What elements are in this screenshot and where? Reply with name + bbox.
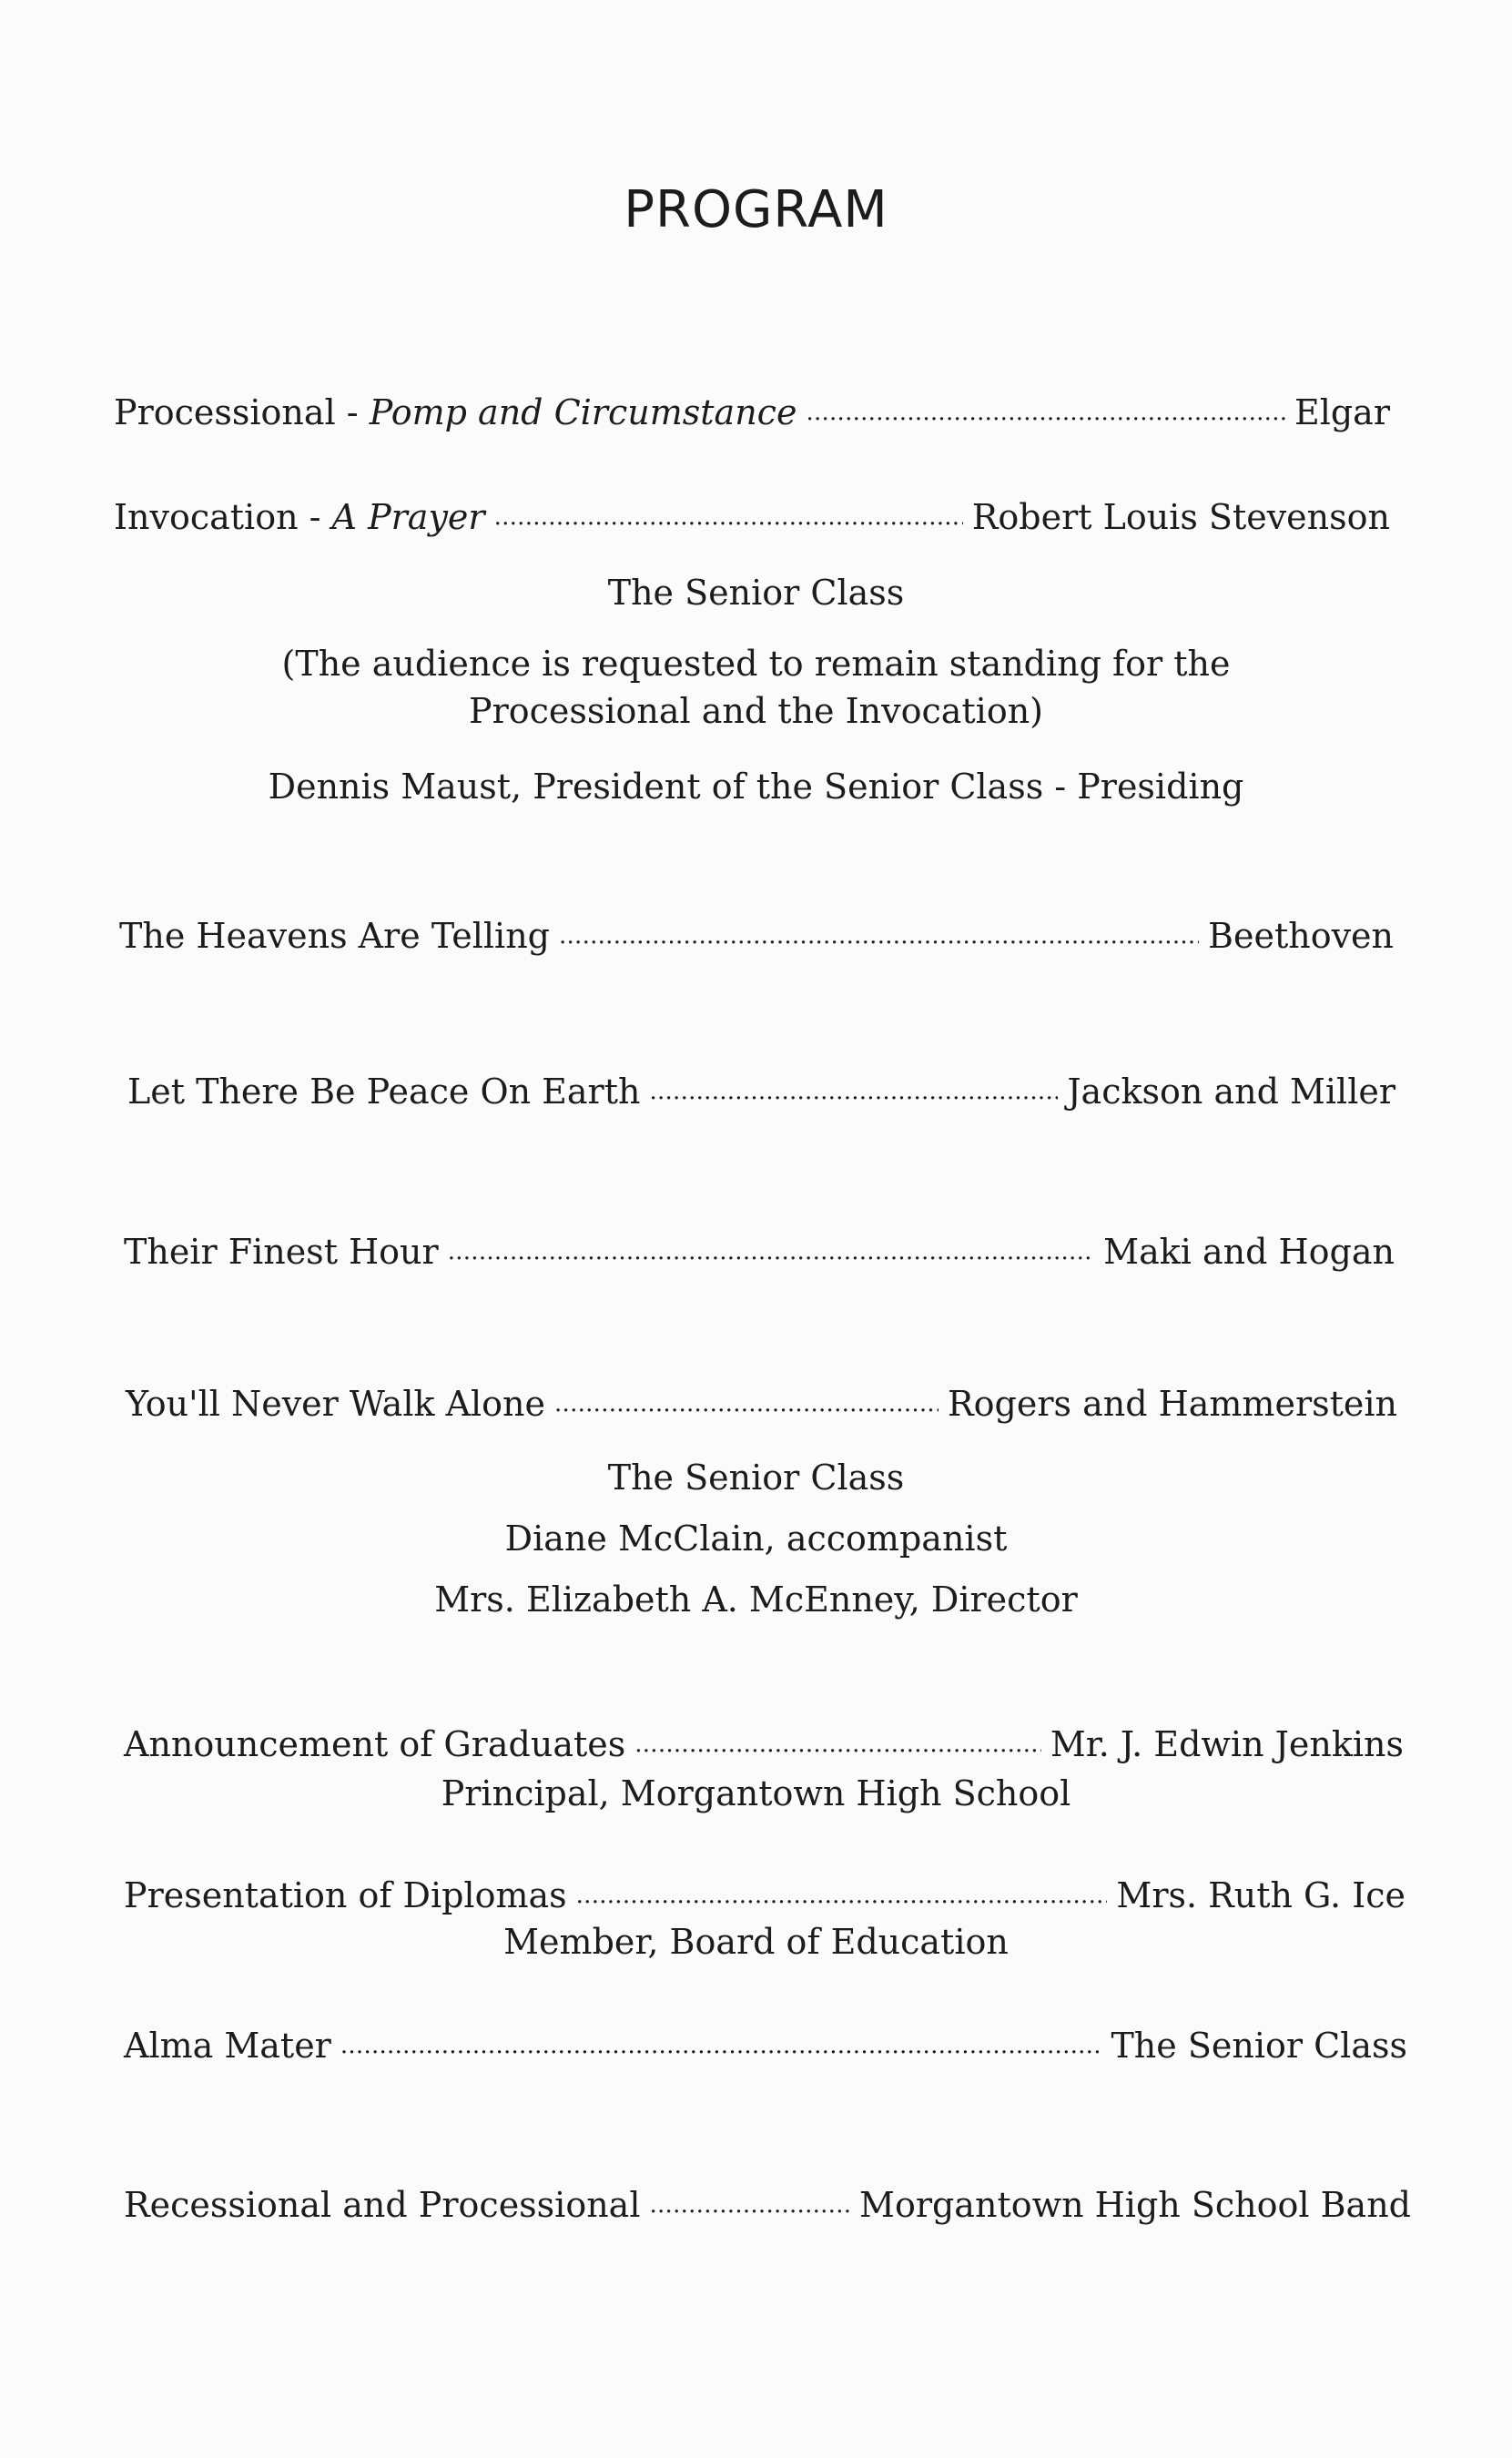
choir-performer: The Senior Class bbox=[607, 1458, 905, 1498]
dot-leader bbox=[576, 1873, 1108, 1907]
program-entry-peace bbox=[127, 1069, 1395, 1112]
invocation-performer: The Senior Class bbox=[607, 573, 905, 613]
dot-leader bbox=[340, 2023, 1102, 2057]
entry-performer: The Senior Class bbox=[1111, 2026, 1407, 2066]
entry-performer: Beethoven bbox=[1208, 916, 1394, 956]
program-entry-walk-alone bbox=[126, 1381, 1397, 1424]
dot-leader bbox=[448, 1229, 1094, 1264]
entry-title-italic: Pomp and Circumstance bbox=[369, 392, 797, 432]
board-title: Member, Board of Education bbox=[503, 1922, 1009, 1962]
principal-title: Principal, Morgantown High School bbox=[441, 1773, 1071, 1813]
dot-leader bbox=[650, 2182, 851, 2217]
dot-leader bbox=[806, 390, 1285, 424]
entry-title: Invocation - bbox=[114, 497, 332, 537]
entry-performer: Robert Louis Stevenson bbox=[971, 497, 1390, 537]
entry-title: Processional - bbox=[114, 392, 370, 432]
dot-leader bbox=[494, 494, 963, 529]
program-entry-diplomas bbox=[124, 1873, 1405, 1915]
entry-title: Their Finest Hour bbox=[124, 1232, 439, 1272]
entry-title-italic: A Prayer bbox=[331, 497, 485, 537]
program-entry-finest-hour bbox=[124, 1229, 1395, 1272]
entry-title: Let There Be Peace On Earth bbox=[127, 1072, 641, 1112]
entry-title: Alma Mater bbox=[124, 2026, 331, 2066]
dot-leader bbox=[559, 913, 1199, 948]
entry-title: Presentation of Diplomas bbox=[124, 1875, 567, 1915]
entry-title: You'll Never Walk Alone bbox=[126, 1384, 546, 1424]
program-entry-recessional bbox=[124, 2182, 1411, 2225]
page-title: PROGRAM bbox=[624, 180, 888, 239]
entry-performer: Mrs. Ruth G. Ice bbox=[1116, 1875, 1405, 1915]
audience-note-line1: (The audience is requested to remain standing for the bbox=[281, 644, 1231, 684]
program-entry-processional bbox=[114, 390, 1390, 432]
accompanist-note: Diane McClain, accompanist bbox=[504, 1518, 1008, 1559]
dot-leader bbox=[649, 1069, 1058, 1103]
dot-leader bbox=[634, 1722, 1041, 1756]
program-entry-announcement bbox=[124, 1722, 1404, 1764]
entry-performer: Jackson and Miller bbox=[1067, 1072, 1395, 1112]
entry-performer: Rogers and Hammerstein bbox=[948, 1384, 1397, 1424]
dot-leader bbox=[554, 1381, 939, 1416]
entry-title: Recessional and Processional bbox=[124, 2185, 641, 2225]
entry-performer: Mr. J. Edwin Jenkins bbox=[1050, 1724, 1404, 1764]
entry-performer: Elgar bbox=[1294, 392, 1390, 432]
entry-title: The Heavens Are Telling bbox=[119, 916, 550, 956]
director-note: Mrs. Elizabeth A. McEnney, Director bbox=[434, 1579, 1078, 1620]
program-entry-invocation bbox=[114, 494, 1390, 537]
program-entry-heavens bbox=[119, 913, 1394, 956]
entry-performer: Morgantown High School Band bbox=[859, 2185, 1411, 2225]
entry-performer: Maki and Hogan bbox=[1103, 1232, 1395, 1272]
audience-note-line2: Processional and the Invocation) bbox=[469, 691, 1043, 731]
program-entry-alma-mater bbox=[124, 2023, 1407, 2066]
presiding-note: Dennis Maust, President of the Senior Class - Presiding bbox=[268, 767, 1244, 807]
entry-title: Announcement of Graduates bbox=[124, 1724, 626, 1764]
